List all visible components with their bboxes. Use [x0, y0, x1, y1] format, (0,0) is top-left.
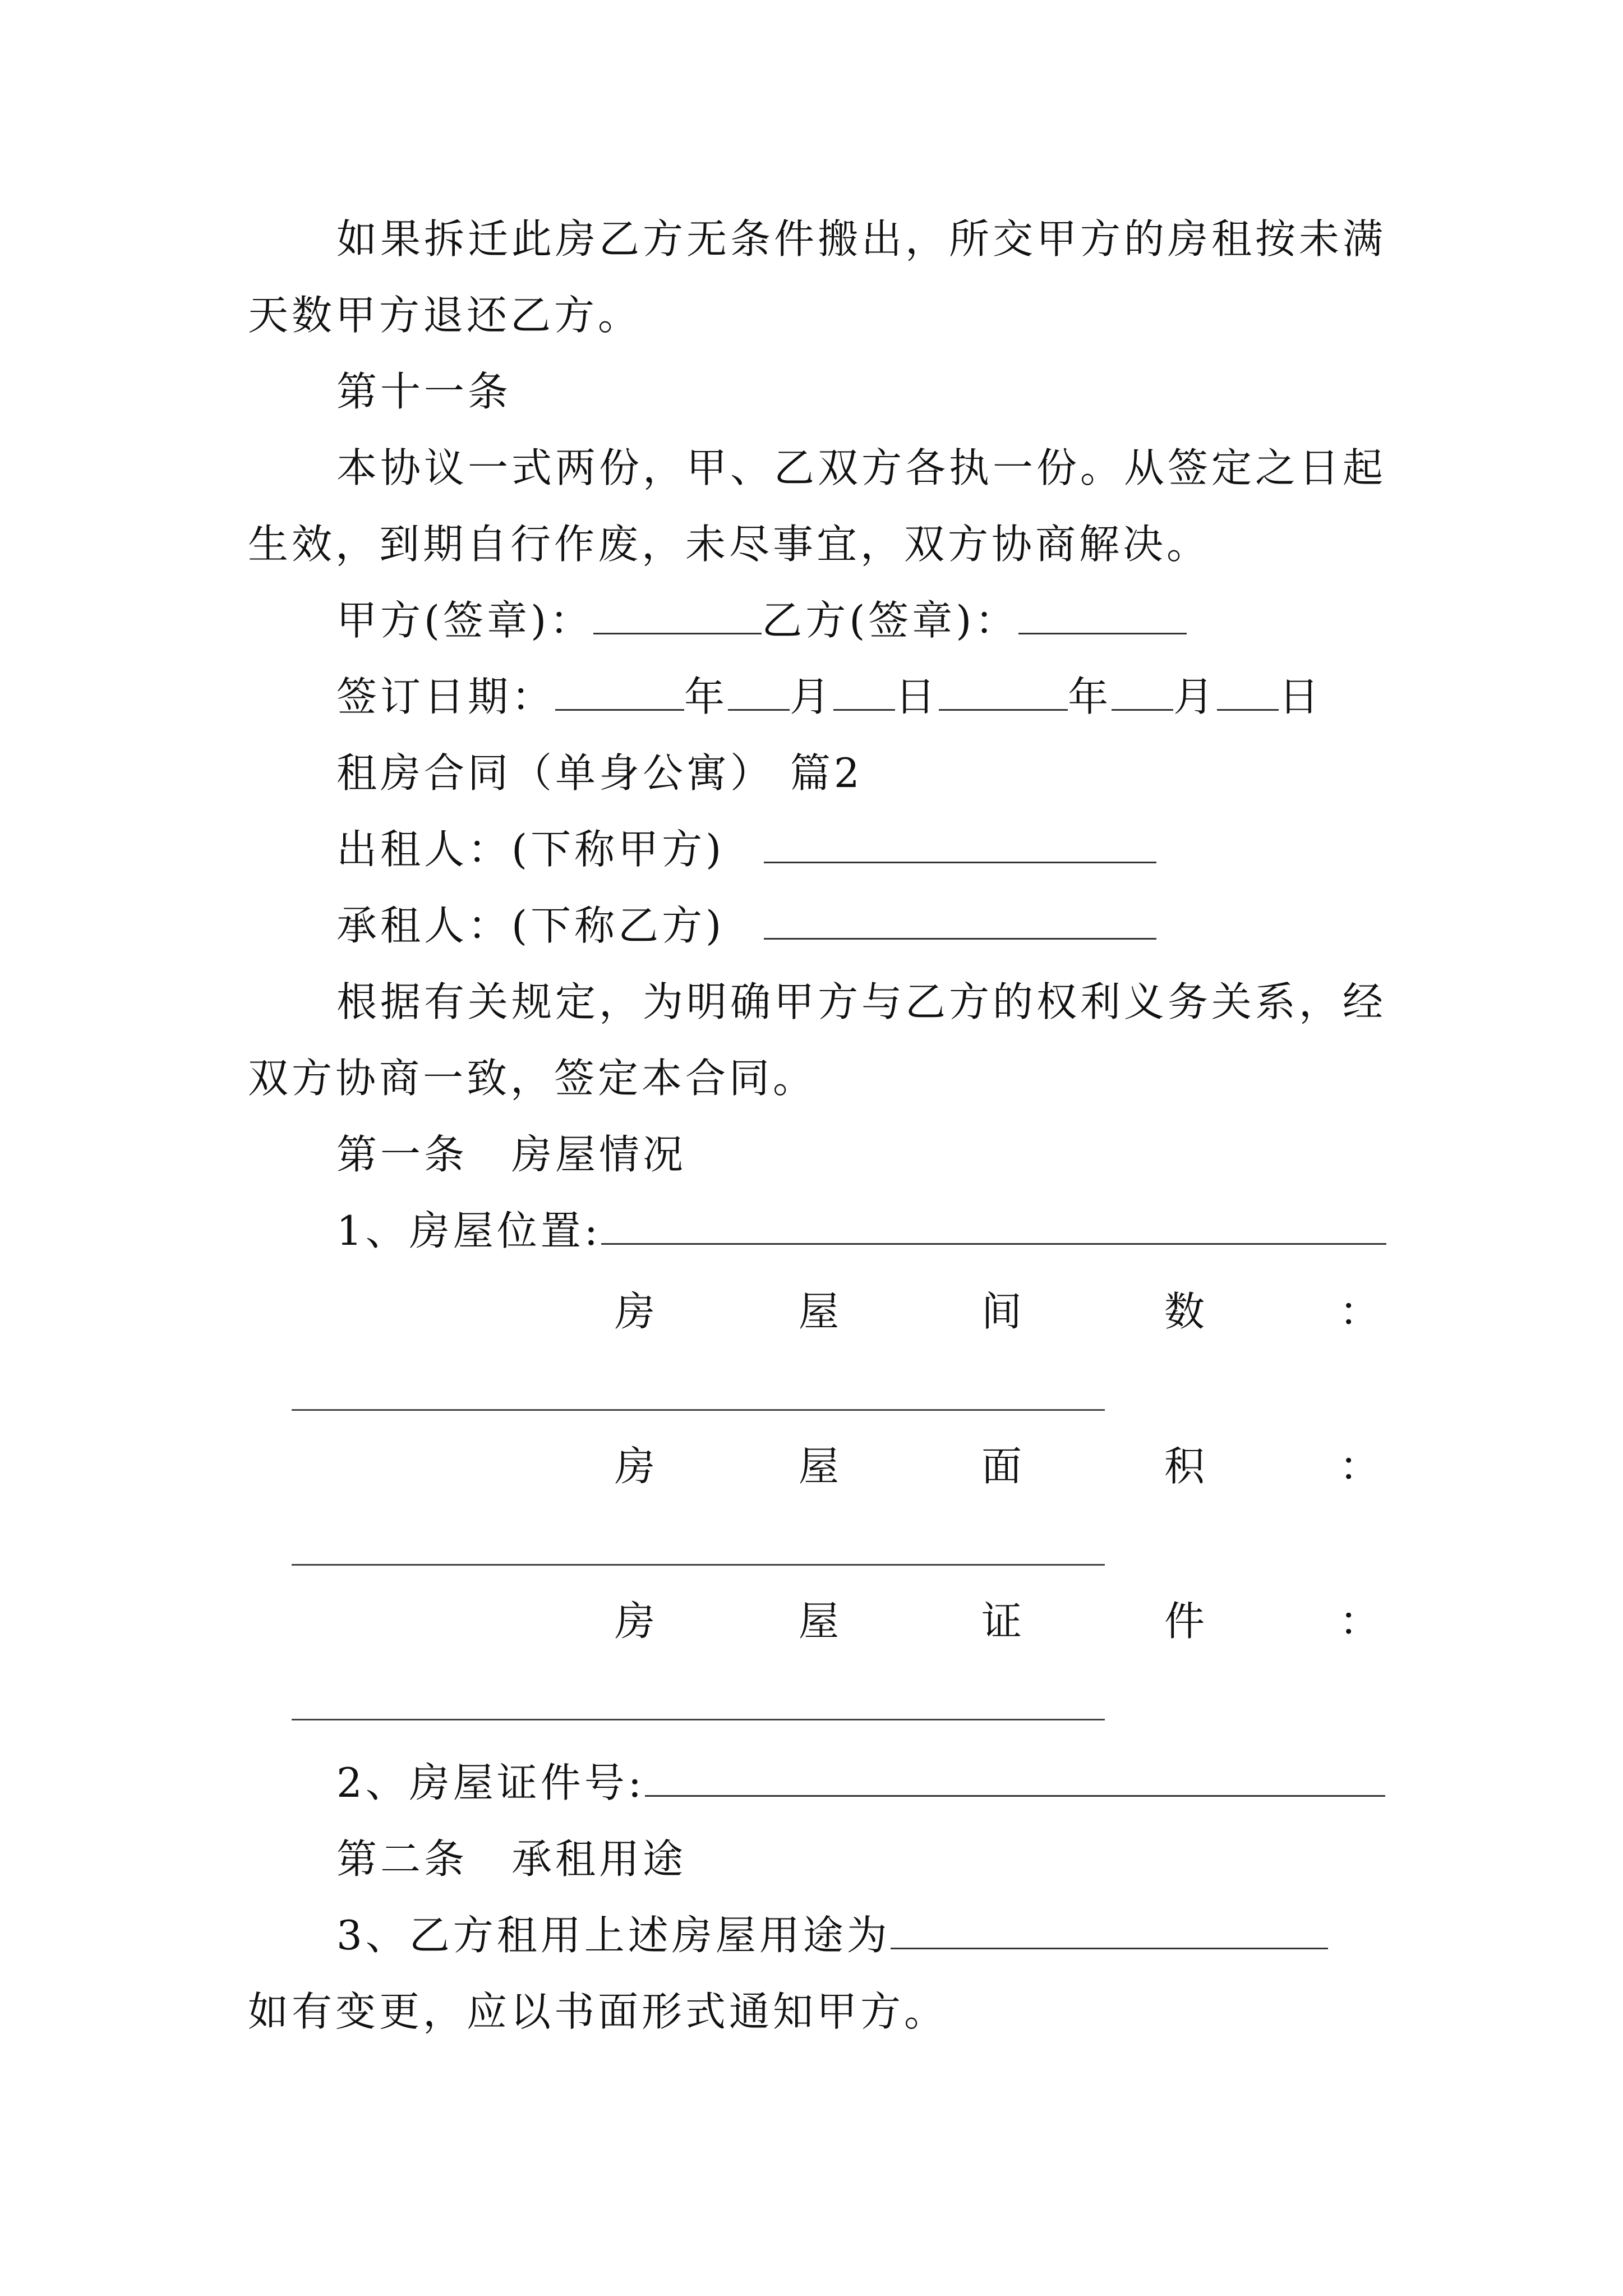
spread-char: ： [1339, 1288, 1380, 1335]
party-a-signature-blank [593, 599, 762, 634]
year-blank-b [939, 675, 1068, 711]
spread-char: 屋 [799, 1288, 840, 1335]
spread-char: 房 [615, 1443, 656, 1490]
certificate-number-line [336, 1756, 1385, 1810]
day-blank-b [1217, 675, 1279, 711]
usage-line [336, 1908, 1328, 1962]
floor-area-blank [292, 1564, 1105, 1566]
lessee-blank [764, 904, 1156, 940]
sign-date-label: 签订日期： [336, 673, 556, 720]
contract-2-title: 租房合同（单身公寓） 篇2 [336, 749, 863, 797]
lessor-line [336, 822, 1156, 876]
spread-char: ： [1339, 1598, 1380, 1645]
usage-blank [891, 1914, 1328, 1949]
spread-char: 证 [981, 1598, 1022, 1645]
lessee-line [336, 899, 1156, 953]
house-location-blank [601, 1209, 1386, 1245]
paragraph-basis-line1: 根据有关规定，为明确甲方与乙方的权利义务关系，经 [336, 978, 1387, 1025]
paragraph-change-notice: 如有变更，应以书面形式通知甲方。 [248, 1988, 948, 2035]
spread-char: 数 [1164, 1288, 1205, 1335]
article-2-heading: 第二条 承租用途 [336, 1835, 687, 1883]
party-a-signature-label: 甲方(签章)： [336, 597, 594, 644]
sign-date-line [336, 670, 1322, 724]
party-b-signature-blank [1018, 599, 1187, 634]
spread-char: 屋 [799, 1598, 840, 1645]
house-location-line [336, 1204, 1386, 1258]
spread-char: 件 [1164, 1598, 1205, 1645]
paragraph-basis-line2: 双方协商一致，签定本合同。 [248, 1055, 817, 1102]
month-blank-a [728, 675, 790, 711]
spread-char: 积 [1164, 1443, 1205, 1490]
paragraph-copies-line1: 本协议一式两份，甲、乙双方各执一份。从签定之日起 [336, 444, 1387, 491]
house-location-label: 1、房屋位置: [336, 1207, 602, 1254]
lessor-blank [764, 828, 1156, 863]
lessee-label: 承租人：(下称乙方) [336, 902, 725, 949]
month-label-a: 月 [790, 673, 834, 720]
year-label-b: 年 [1068, 673, 1112, 720]
paragraph-demolition-line1: 如果拆迁此房乙方无条件搬出，所交甲方的房租按未满 [336, 215, 1387, 263]
house-certificate-row [0, 1594, 1623, 1648]
month-label-b: 月 [1173, 673, 1218, 720]
room-count-row [0, 1285, 1623, 1338]
spread-char: ： [1339, 1443, 1380, 1490]
lessor-label: 出租人：(下称甲方) [336, 826, 725, 873]
spread-char: 间 [981, 1288, 1022, 1335]
usage-label: 3、乙方租用上述房屋用途为 [336, 1912, 891, 1959]
article-1-heading: 第一条 房屋情况 [336, 1131, 687, 1178]
day-label-a: 日 [895, 673, 939, 720]
signature-line [336, 593, 1187, 647]
room-count-blank [292, 1409, 1105, 1411]
paragraph-copies-line2: 生效，到期自行作废，未尽事宜，双方协商解决。 [248, 521, 1211, 568]
floor-area-row [0, 1439, 1623, 1493]
day-label-b: 日 [1279, 673, 1323, 720]
paragraph-demolition-line2: 天数甲方退还乙方。 [248, 292, 642, 339]
house-certificate-blank [292, 1719, 1105, 1720]
certificate-number-blank [645, 1761, 1385, 1797]
year-label-a: 年 [684, 673, 728, 720]
spread-char: 房 [615, 1598, 656, 1645]
month-blank-b [1112, 675, 1173, 711]
spread-char: 屋 [799, 1443, 840, 1490]
article-11-heading: 第十一条 [336, 368, 512, 415]
year-blank-a [555, 675, 684, 711]
day-blank-a [833, 675, 895, 711]
party-b-signature-label: 乙方(签章)： [762, 597, 1019, 644]
spread-char: 房 [615, 1288, 656, 1335]
spread-char: 面 [981, 1443, 1022, 1490]
certificate-number-label: 2、房屋证件号: [336, 1759, 645, 1806]
